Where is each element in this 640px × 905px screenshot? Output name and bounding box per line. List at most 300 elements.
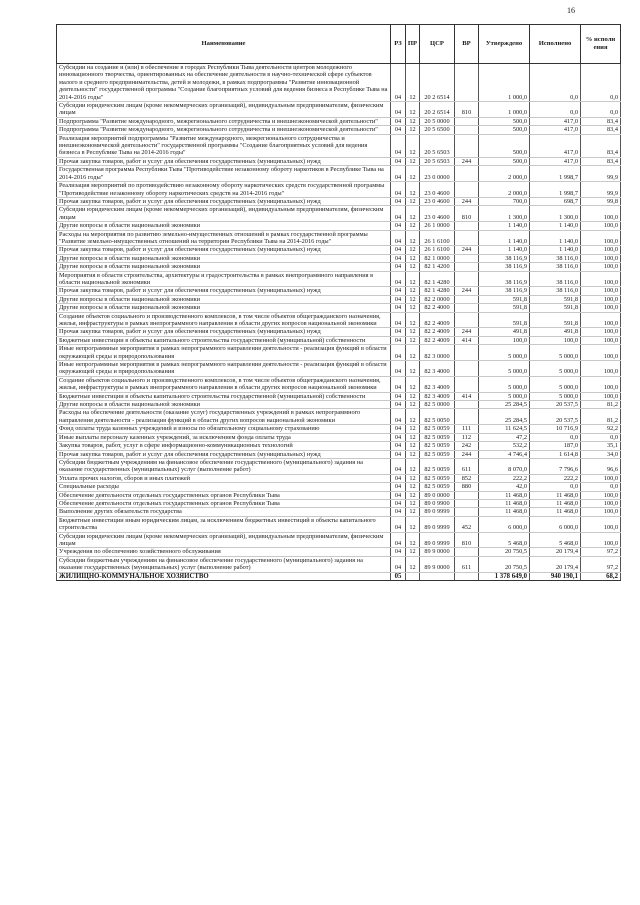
cell-vr: 611 (455, 556, 479, 572)
cell-name: Фонд оплаты труда казенных учреждений и взносы по обязательному социальному страхованию (57, 425, 391, 433)
cell-rz: 05 (391, 572, 406, 580)
cell-approved: 1 140,0 (479, 230, 530, 246)
header-rz: РЗ (391, 25, 406, 64)
cell-percent: 100,0 (581, 230, 621, 246)
cell-vr (455, 376, 479, 392)
cell-pr: 12 (406, 102, 420, 118)
cell-executed: 0,0 (530, 64, 581, 102)
cell-approved: 5 468,0 (479, 532, 530, 548)
cell-pr (406, 572, 420, 580)
cell-percent: 100,0 (581, 508, 621, 516)
cell-pr: 12 (406, 556, 420, 572)
cell-approved: 5 000,0 (479, 392, 530, 400)
table-row (57, 491, 621, 499)
cell-vr (455, 508, 479, 516)
cell-pr: 12 (406, 182, 420, 198)
cell-vr: 810 (455, 102, 479, 118)
cell-vr: 414 (455, 392, 479, 400)
cell-csr: 82 2 4009 (420, 336, 455, 344)
cell-name: Расходы на обеспечение деятельности (оказание услуг) государственных учреждений в рамках непрограммного направления деятельности - реализация функций в области других вопросов национальной экономики (57, 409, 391, 425)
cell-name: Иные непрограммные мероприятия в рамках непрограммного направления деятельности - реализация функций в области окружающей среды и природопользования (57, 361, 391, 377)
cell-vr (455, 295, 479, 303)
cell-name: Реализация мероприятий подпрограммы "Развитие международного, межрегионального сотрудничества и внешнеэкономической деятельности" государственной программы "Создание благоприятных условий для ведения бизнеса в Республике Тыва на 2014-2016 годы" (57, 134, 391, 157)
header-csr: ЦСР (420, 25, 455, 64)
table-row (57, 157, 621, 165)
table-row (57, 401, 621, 409)
cell-percent: 100,0 (581, 295, 621, 303)
cell-vr: 244 (455, 450, 479, 458)
cell-pr: 12 (406, 336, 420, 344)
table-row (57, 392, 621, 400)
cell-approved: 591,8 (479, 304, 530, 312)
table-row (57, 361, 621, 377)
cell-percent: 100,0 (581, 474, 621, 482)
cell-pr: 12 (406, 230, 420, 246)
table-total-row (57, 572, 621, 580)
cell-name: Иные выплаты персоналу казенных учреждений, за исключением фонда оплаты труда (57, 433, 391, 441)
cell-executed: 591,8 (530, 295, 581, 303)
cell-approved: 5 000,0 (479, 361, 530, 377)
cell-pr: 12 (406, 64, 420, 102)
cell-percent: 100,0 (581, 254, 621, 262)
cell-csr: 23 0 4600 (420, 206, 455, 222)
cell-approved: 500,0 (479, 134, 530, 157)
cell-csr: 89 0 0000 (420, 491, 455, 499)
cell-vr: 244 (455, 157, 479, 165)
table-row (57, 312, 621, 328)
cell-executed: 417,0 (530, 134, 581, 157)
cell-name: Бюджетные инвестиции в объекты капитального строительства государственной (муниципальной) собственности (57, 392, 391, 400)
cell-rz: 04 (391, 64, 406, 102)
cell-percent: 92,2 (581, 425, 621, 433)
cell-name: Субсидии бюджетным учреждениям на финансовое обеспечение государственного (муниципального) задания на оказание государственных (муниципальных) услуг (выполнение работ) (57, 458, 391, 474)
cell-rz: 04 (391, 409, 406, 425)
cell-percent: 100,0 (581, 206, 621, 222)
cell-approved: 5 000,0 (479, 376, 530, 392)
cell-pr: 12 (406, 433, 420, 441)
cell-vr: 414 (455, 336, 479, 344)
cell-name: Субсидии юридическим лицам (кроме некоммерческих организаций), индивидуальным предпринимателям, физическим лицам (57, 532, 391, 548)
cell-rz: 04 (391, 246, 406, 254)
cell-name: Бюджетные инвестиции иным юридическим лицам, за исключением бюджетных инвестиций в объекты капитального строительства (57, 516, 391, 532)
cell-percent: 99,8 (581, 197, 621, 205)
table-row (57, 102, 621, 118)
cell-approved: 38 116,9 (479, 287, 530, 295)
cell-executed: 38 116,0 (530, 254, 581, 262)
cell-vr: 852 (455, 474, 479, 482)
cell-name: Прочая закупка товаров, работ и услуг для обеспечения государственных (муниципальных) нужд (57, 197, 391, 205)
cell-name: Уплата прочих налогов, сборов и иных платежей (57, 474, 391, 482)
cell-vr: 112 (455, 433, 479, 441)
cell-vr: 242 (455, 442, 479, 450)
table-row (57, 182, 621, 198)
cell-rz: 04 (391, 271, 406, 287)
cell-rz: 04 (391, 361, 406, 377)
table-row (57, 64, 621, 102)
cell-rz: 04 (391, 345, 406, 361)
cell-name: Прочая закупка товаров, работ и услуг для обеспечения государственных (муниципальных) нужд (57, 246, 391, 254)
cell-executed: 591,8 (530, 304, 581, 312)
table-row (57, 295, 621, 303)
cell-percent: 34,0 (581, 450, 621, 458)
cell-approved: 1 140,0 (479, 222, 530, 230)
cell-name: Расходы на мероприятия по развитию земельно-имущественных отношений в рамках государственной программы "Развитие земельно-имущественных отношений на территории Республики Тыва на 2014-2016 годы" (57, 230, 391, 246)
table-header (57, 25, 621, 64)
table-row (57, 425, 621, 433)
cell-csr: 20 5 0000 (420, 117, 455, 125)
cell-name: Другие вопросы в области национальной экономики (57, 263, 391, 271)
cell-vr (455, 230, 479, 246)
cell-rz: 04 (391, 254, 406, 262)
cell-rz: 04 (391, 556, 406, 572)
cell-approved: 38 116,9 (479, 271, 530, 287)
cell-approved: 500,0 (479, 126, 530, 134)
cell-pr: 12 (406, 345, 420, 361)
cell-percent: 35,1 (581, 442, 621, 450)
cell-name: ЖИЛИЩНО-КОММУНАЛЬНОЕ ХОЗЯЙСТВО (57, 572, 391, 580)
cell-vr (455, 222, 479, 230)
cell-name: Реализация мероприятий по противодействию незаконному обороту наркотических средств государственной программы "Противодействие незаконному обороту наркотических средств на 2014-2016 годы" (57, 182, 391, 198)
cell-approved: 591,8 (479, 295, 530, 303)
cell-rz: 04 (391, 263, 406, 271)
cell-rz: 04 (391, 450, 406, 458)
cell-rz: 04 (391, 222, 406, 230)
cell-percent: 83,4 (581, 126, 621, 134)
cell-vr: 111 (455, 425, 479, 433)
table-row (57, 532, 621, 548)
cell-executed: 11 468,0 (530, 491, 581, 499)
cell-csr: 82 3 4000 (420, 361, 455, 377)
cell-vr (455, 491, 479, 499)
cell-percent: 100,0 (581, 499, 621, 507)
cell-csr: 89 0 9999 (420, 508, 455, 516)
cell-rz: 04 (391, 312, 406, 328)
cell-rz: 04 (391, 182, 406, 198)
cell-vr: 810 (455, 206, 479, 222)
cell-percent: 100,0 (581, 328, 621, 336)
cell-csr: 82 1 0000 (420, 254, 455, 262)
cell-percent: 99,9 (581, 166, 621, 182)
cell-executed: 7 796,6 (530, 458, 581, 474)
cell-approved: 2 000,0 (479, 166, 530, 182)
cell-executed: 20 179,4 (530, 548, 581, 556)
table-row (57, 556, 621, 572)
cell-executed: 1 998,7 (530, 166, 581, 182)
cell-pr: 12 (406, 304, 420, 312)
cell-percent: 100,0 (581, 304, 621, 312)
cell-name: Обеспечение деятельности отдельных государственных органов Республики Тыва (57, 499, 391, 507)
cell-name: Другие вопросы в области национальной экономики (57, 254, 391, 262)
cell-executed: 1 614,8 (530, 450, 581, 458)
table-row (57, 246, 621, 254)
table-row (57, 345, 621, 361)
cell-csr: 82 2 4009 (420, 328, 455, 336)
cell-pr: 12 (406, 483, 420, 491)
cell-rz: 04 (391, 166, 406, 182)
cell-percent: 68,2 (581, 572, 621, 580)
cell-rz: 04 (391, 197, 406, 205)
cell-csr: 89 0 9900 (420, 499, 455, 507)
cell-rz: 04 (391, 336, 406, 344)
cell-approved: 11 468,0 (479, 491, 530, 499)
cell-percent: 83,4 (581, 134, 621, 157)
cell-executed: 698,7 (530, 197, 581, 205)
cell-executed: 5 468,0 (530, 532, 581, 548)
cell-executed: 11 468,0 (530, 508, 581, 516)
table-row (57, 206, 621, 222)
cell-percent: 81,2 (581, 409, 621, 425)
cell-csr: 82 5 0059 (420, 450, 455, 458)
cell-percent: 100,0 (581, 376, 621, 392)
cell-approved: 11 624,5 (479, 425, 530, 433)
cell-csr: 26 1 6100 (420, 246, 455, 254)
cell-pr: 12 (406, 392, 420, 400)
cell-rz: 04 (391, 458, 406, 474)
cell-pr: 12 (406, 134, 420, 157)
cell-rz: 04 (391, 401, 406, 409)
cell-rz: 04 (391, 433, 406, 441)
cell-csr: 82 2 0000 (420, 295, 455, 303)
cell-name: Создание объектов социального и производственного комплексов, в том числе объектов общегражданского назначения, жилья, инфраструктуры в рамках внепрограммного направления в области других вопросов национальной экономики (57, 312, 391, 328)
table-row (57, 516, 621, 532)
cell-name: Обеспечение деятельности отдельных государственных органов Республики Тыва (57, 491, 391, 499)
table-row (57, 254, 621, 262)
cell-approved: 25 284,5 (479, 401, 530, 409)
cell-approved: 500,0 (479, 117, 530, 125)
cell-rz: 04 (391, 206, 406, 222)
cell-percent: 81,2 (581, 401, 621, 409)
cell-vr (455, 134, 479, 157)
cell-name: Прочая закупка товаров, работ и услуг для обеспечения государственных (муниципальных) нужд (57, 450, 391, 458)
cell-executed: 1 140,0 (530, 246, 581, 254)
cell-csr: 20 2 6514 (420, 64, 455, 102)
cell-executed: 11 468,0 (530, 499, 581, 507)
cell-approved: 11 468,0 (479, 508, 530, 516)
cell-rz: 04 (391, 483, 406, 491)
cell-approved: 47,2 (479, 433, 530, 441)
cell-pr: 12 (406, 246, 420, 254)
cell-csr: 20 5 6503 (420, 157, 455, 165)
cell-percent: 100,0 (581, 312, 621, 328)
cell-vr (455, 182, 479, 198)
table-row (57, 336, 621, 344)
header-name: Наименование (57, 25, 391, 64)
table-row (57, 197, 621, 205)
cell-csr: 82 1 4200 (420, 263, 455, 271)
cell-csr: 23 0 4600 (420, 197, 455, 205)
page-number: 16 (567, 6, 575, 15)
table-row (57, 508, 621, 516)
cell-percent: 100,0 (581, 336, 621, 344)
cell-csr: 82 3 0000 (420, 345, 455, 361)
cell-rz: 04 (391, 102, 406, 118)
cell-executed: 20 537,5 (530, 409, 581, 425)
cell-vr (455, 271, 479, 287)
cell-percent: 100,0 (581, 361, 621, 377)
cell-vr: 452 (455, 516, 479, 532)
cell-csr: 20 5 6500 (420, 126, 455, 134)
cell-pr: 12 (406, 222, 420, 230)
table-row (57, 134, 621, 157)
cell-executed: 5 000,0 (530, 392, 581, 400)
cell-executed: 591,8 (530, 312, 581, 328)
cell-percent: 100,0 (581, 263, 621, 271)
cell-pr: 12 (406, 206, 420, 222)
cell-csr: 89 9 0000 (420, 556, 455, 572)
cell-csr: 20 2 6514 (420, 102, 455, 118)
table-row (57, 499, 621, 507)
cell-csr: 89 0 9999 (420, 516, 455, 532)
cell-approved: 1 378 649,0 (479, 572, 530, 580)
cell-vr: 880 (455, 483, 479, 491)
cell-approved: 1 140,0 (479, 246, 530, 254)
table-row (57, 376, 621, 392)
cell-name: Прочая закупка товаров, работ и услуг для обеспечения государственных (муниципальных) нужд (57, 157, 391, 165)
cell-pr: 12 (406, 361, 420, 377)
cell-approved: 1 300,0 (479, 206, 530, 222)
cell-rz: 04 (391, 392, 406, 400)
cell-vr (455, 126, 479, 134)
cell-rz: 04 (391, 442, 406, 450)
cell-percent: 0,0 (581, 483, 621, 491)
cell-rz: 04 (391, 304, 406, 312)
cell-approved: 532,2 (479, 442, 530, 450)
cell-pr: 12 (406, 532, 420, 548)
cell-vr (455, 572, 479, 580)
cell-csr (420, 572, 455, 580)
cell-rz: 04 (391, 532, 406, 548)
cell-approved: 222,2 (479, 474, 530, 482)
cell-name: Подпрограмма "Развитие международного, межрегионального сотрудничества и внешнеэкономической деятельности" (57, 126, 391, 134)
cell-rz: 04 (391, 328, 406, 336)
cell-approved: 4 746,4 (479, 450, 530, 458)
cell-name: Субсидии юридическим лицам (кроме некоммерческих организаций), индивидуальным предпринимателям, физическим лицам (57, 102, 391, 118)
cell-csr: 26 1 0000 (420, 222, 455, 230)
cell-pr: 12 (406, 287, 420, 295)
cell-percent: 100,0 (581, 345, 621, 361)
cell-executed: 491,8 (530, 328, 581, 336)
cell-rz: 04 (391, 491, 406, 499)
cell-rz: 04 (391, 230, 406, 246)
cell-name: Прочая закупка товаров, работ и услуг для обеспечения государственных (муниципальных) нужд (57, 328, 391, 336)
cell-vr: 244 (455, 246, 479, 254)
cell-csr: 82 5 0059 (420, 442, 455, 450)
cell-approved: 42,0 (479, 483, 530, 491)
table-row (57, 304, 621, 312)
cell-executed: 417,0 (530, 157, 581, 165)
cell-rz: 04 (391, 376, 406, 392)
cell-rz: 04 (391, 499, 406, 507)
cell-executed: 1 300,0 (530, 206, 581, 222)
cell-executed: 20 537,5 (530, 401, 581, 409)
cell-approved: 8 070,0 (479, 458, 530, 474)
cell-executed: 417,0 (530, 126, 581, 134)
cell-percent: 97,2 (581, 548, 621, 556)
cell-approved: 20 750,5 (479, 556, 530, 572)
cell-percent: 100,0 (581, 491, 621, 499)
cell-approved: 5 000,0 (479, 345, 530, 361)
cell-vr (455, 117, 479, 125)
cell-pr: 12 (406, 548, 420, 556)
table-row (57, 263, 621, 271)
cell-approved: 700,0 (479, 197, 530, 205)
cell-vr: 244 (455, 328, 479, 336)
cell-name: Иные непрограммные мероприятия в рамках непрограммного направления деятельности - реализация функций в области окружающей среды и природопользования (57, 345, 391, 361)
header-approved: Утверждено (479, 25, 530, 64)
cell-rz: 04 (391, 425, 406, 433)
cell-csr: 82 3 4009 (420, 392, 455, 400)
cell-name: Другие вопросы в области национальной экономики (57, 295, 391, 303)
cell-approved: 38 116,9 (479, 263, 530, 271)
cell-csr: 89 9 0000 (420, 548, 455, 556)
cell-executed: 222,2 (530, 474, 581, 482)
cell-name: Субсидии на создание и (или) в обеспечение в городах Республики Тыва деятельности центров молодежного инновационного творчества, ориентированных на обеспечение деятельности в научно-технической сфере субъектов малого и среднего предпринимательства, детей и молодежи, в рамках подпрограммы "Развитие инновационной деятельности" государственной программы "Создание благоприятных условий для ведения бизнеса в Республике Тыва на 2014-2016 годы" (57, 64, 391, 102)
cell-rz: 04 (391, 126, 406, 134)
cell-approved: 2 000,0 (479, 182, 530, 198)
cell-pr: 12 (406, 197, 420, 205)
cell-csr: 23 0 4600 (420, 182, 455, 198)
cell-name: Прочая закупка товаров, работ и услуг для обеспечения государственных (муниципальных) нужд (57, 287, 391, 295)
table-row (57, 548, 621, 556)
cell-percent: 83,4 (581, 117, 621, 125)
cell-vr (455, 304, 479, 312)
cell-executed: 5 000,0 (530, 376, 581, 392)
cell-vr: 244 (455, 287, 479, 295)
cell-vr (455, 64, 479, 102)
cell-pr: 12 (406, 254, 420, 262)
table-row (57, 442, 621, 450)
cell-csr: 82 5 0059 (420, 458, 455, 474)
cell-percent: 0,0 (581, 102, 621, 118)
cell-percent: 99,9 (581, 182, 621, 198)
cell-vr (455, 166, 479, 182)
cell-pr: 12 (406, 376, 420, 392)
cell-name: Другие вопросы в области национальной экономики (57, 401, 391, 409)
cell-vr (455, 409, 479, 425)
cell-executed: 20 179,4 (530, 556, 581, 572)
cell-executed: 5 000,0 (530, 361, 581, 377)
cell-executed: 10 716,9 (530, 425, 581, 433)
cell-pr: 12 (406, 263, 420, 271)
cell-executed: 1 140,0 (530, 230, 581, 246)
cell-vr: 810 (455, 532, 479, 548)
table-row (57, 474, 621, 482)
table-row (57, 483, 621, 491)
cell-pr: 12 (406, 425, 420, 433)
cell-pr: 12 (406, 126, 420, 134)
cell-percent: 97,2 (581, 556, 621, 572)
cell-executed: 187,0 (530, 442, 581, 450)
cell-approved: 38 116,9 (479, 254, 530, 262)
cell-percent: 0,0 (581, 433, 621, 441)
cell-percent: 100,0 (581, 516, 621, 532)
cell-executed: 38 116,0 (530, 271, 581, 287)
cell-pr: 12 (406, 508, 420, 516)
cell-csr: 23 0 0000 (420, 166, 455, 182)
cell-csr: 82 2 4009 (420, 312, 455, 328)
cell-approved: 500,0 (479, 157, 530, 165)
cell-name: Подпрограмма "Развитие международного, межрегионального сотрудничества и внешнеэкономической деятельности" (57, 117, 391, 125)
cell-csr: 82 5 0050 (420, 409, 455, 425)
cell-approved: 591,8 (479, 312, 530, 328)
cell-percent: 100,0 (581, 271, 621, 287)
cell-executed: 417,0 (530, 117, 581, 125)
cell-percent: 0,0 (581, 64, 621, 102)
cell-executed: 38 116,0 (530, 263, 581, 271)
cell-rz: 04 (391, 508, 406, 516)
header-executed: Исполнено (530, 25, 581, 64)
cell-executed: 6 000,0 (530, 516, 581, 532)
